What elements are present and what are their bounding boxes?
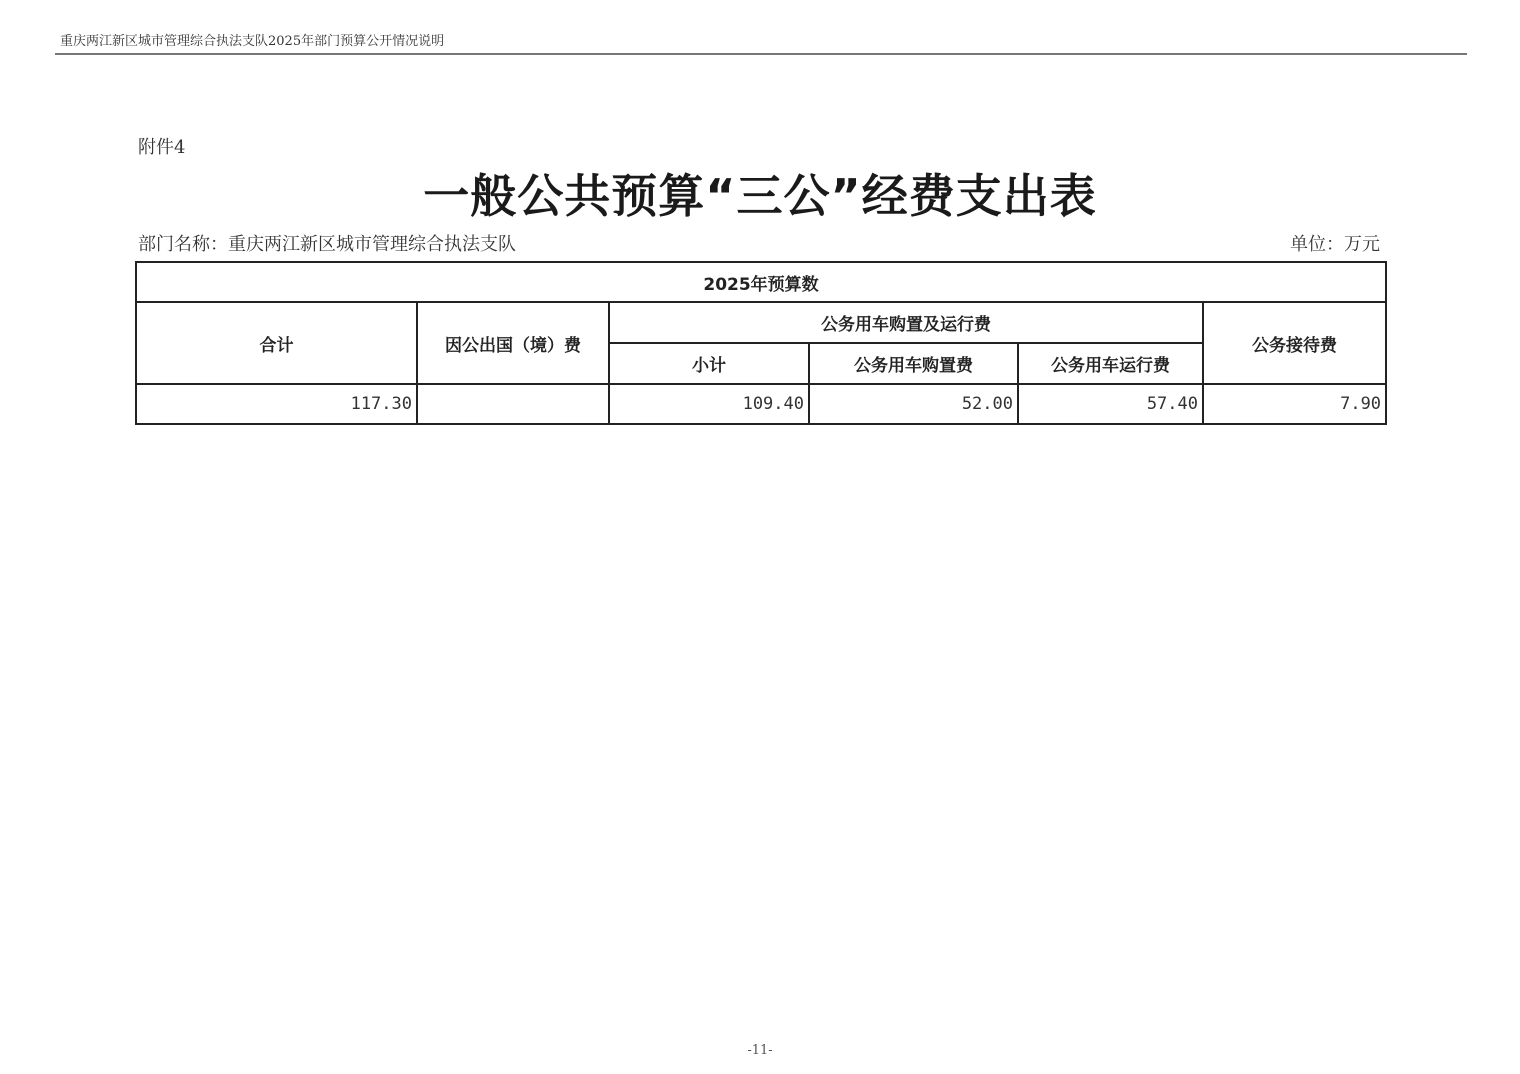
running-header: 重庆两江新区城市管理综合执法支队2025年部门预算公开情况说明 xyxy=(60,34,445,49)
table-row xyxy=(136,384,1386,424)
header-vehicle-subtotal: 小计 xyxy=(609,343,809,384)
header-divider xyxy=(55,53,1467,55)
cell-vehicle-subtotal: 109.40 xyxy=(609,384,809,424)
cell-abroad xyxy=(417,384,609,424)
unit-label: 单位：万元 xyxy=(1290,234,1380,255)
attachment-label: 附件4 xyxy=(138,137,186,158)
header-abroad: 因公出国（境）费 xyxy=(417,302,609,384)
cell-vehicle-operation: 57.40 xyxy=(1018,384,1203,424)
header-vehicle-operation: 公务用车运行费 xyxy=(1018,343,1203,384)
budget-table xyxy=(135,261,1387,425)
header-total: 合计 xyxy=(136,302,417,384)
page-number: -11- xyxy=(747,1043,773,1058)
header-reception: 公务接待费 xyxy=(1203,302,1386,384)
department-name: 部门名称：重庆两江新区城市管理综合执法支队 xyxy=(138,234,516,255)
header-budget-year: 2025年预算数 xyxy=(136,262,1386,302)
table-header-row xyxy=(136,302,1386,343)
cell-reception: 7.90 xyxy=(1203,384,1386,424)
cell-vehicle-purchase: 52.00 xyxy=(809,384,1018,424)
table-header-row xyxy=(136,262,1386,302)
cell-total: 117.30 xyxy=(136,384,417,424)
document-title: 一般公共预算“三公”经费支出表 xyxy=(423,169,1097,223)
header-vehicle-purchase: 公务用车购置费 xyxy=(809,343,1018,384)
header-vehicle-group: 公务用车购置及运行费 xyxy=(609,302,1203,343)
